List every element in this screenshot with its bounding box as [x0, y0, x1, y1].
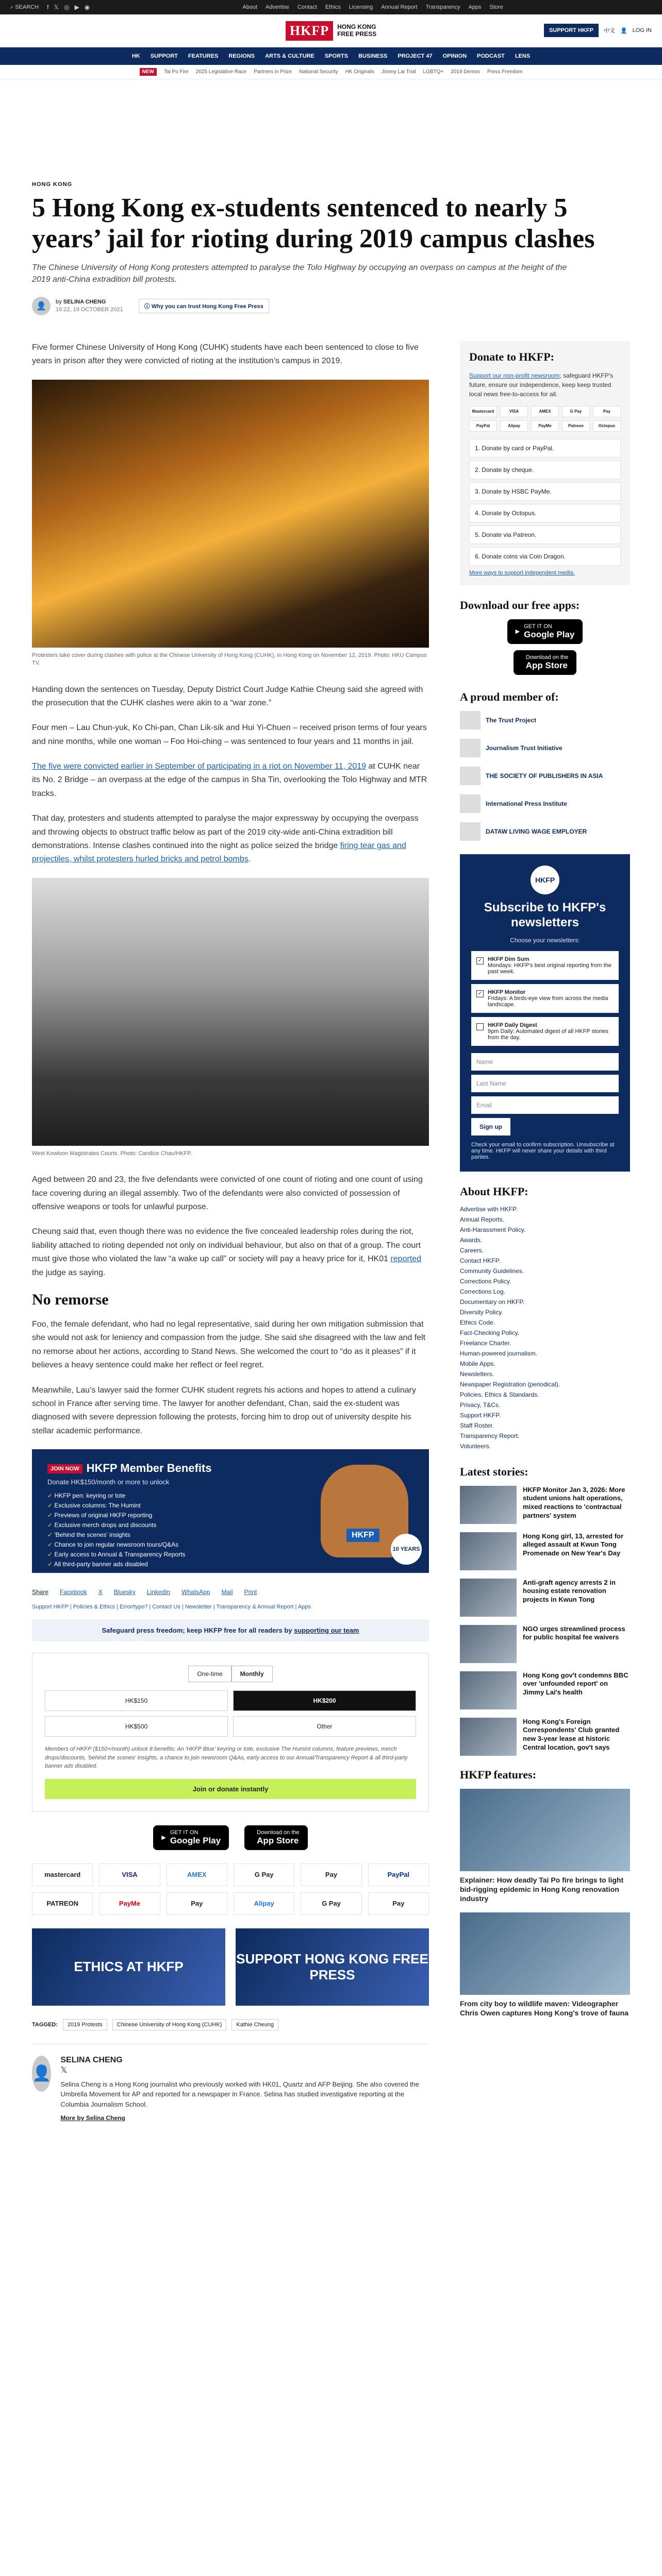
sidebar-app-buttons [460, 619, 630, 675]
paragraph-text: at CUHK near its No. 2 Bridge – an overpass at the edge of the campus in Sha Tin, overlooking the Tolo Highway and MTR tracks. [32, 762, 427, 798]
donate-option[interactable]: 4. Donate by Octopus. [469, 504, 621, 522]
support-team-link[interactable]: supporting our team [294, 1626, 359, 1635]
trending-bar [0, 65, 662, 79]
email-field[interactable]: Email [471, 1096, 619, 1114]
feature-title[interactable]: Explainer: How deadly Tai Po fire brings to light bid-rigging epidemic in Hong Kong renovation industry [460, 1875, 624, 1903]
trending-item[interactable]: HK Originals [345, 69, 374, 75]
app-store-button[interactable] [244, 1825, 308, 1850]
donate-option[interactable]: 2. Donate by cheque. [469, 461, 621, 479]
pay-logo[interactable]: Pay [167, 1892, 227, 1915]
newsletter-name: HKFP Daily Digest [488, 1022, 537, 1028]
facebook-icon[interactable]: f [47, 4, 49, 11]
ethics-card[interactable]: ETHICS AT HKFP [32, 1928, 225, 2006]
about-link[interactable]: Freelance Charter. [460, 1339, 511, 1347]
about-link[interactable]: Community Guidelines. [460, 1267, 524, 1275]
nav-item-hk[interactable]: HK [131, 53, 140, 59]
newsletter-signup [460, 854, 630, 1172]
nav-item-lens[interactable]: LENS [515, 53, 531, 59]
feature-title[interactable]: From city boy to wildlife maven: Videographer Chris Owen captures Hong Kong's trove of fauna [460, 1999, 628, 2018]
newsletter-fineprint: Check your email to confirm subscription. Unsubscribe at any time. HKFP will never share your details with third parties. [471, 1141, 615, 1160]
publish-date: 16:22, 19 OCTOBER 2021 [56, 307, 123, 313]
topbar-link-2[interactable]: Contact [297, 4, 317, 10]
story-title: Hong Kong gov't condemns BBC over 'unfounded report' on Jimmy Lai's health [523, 1671, 628, 1697]
main-nav [0, 47, 662, 65]
nav-item-business[interactable]: BUSINESS [358, 53, 388, 59]
donate-option[interactable]: 5. Donate via Patreon. [469, 526, 621, 544]
trending-item[interactable]: Tai Po Fire [163, 69, 189, 75]
logo-mark: HKFP [286, 21, 333, 41]
member-org-list [460, 711, 630, 841]
pay-logo[interactable]: Patreon [562, 420, 590, 432]
benefit-item: ✓ Early access to Annual & Transparency Reports [47, 1551, 413, 1558]
play-icon: ▶ [515, 629, 520, 635]
instagram-icon[interactable]: ◎ [64, 4, 70, 11]
paragraph: Five former Chinese University of Hong Kong (CUHK) students have each been sentenced to close to five years in prison after they were convicted of rioting at the institution’s campus in 2019. [32, 343, 419, 366]
hkfp-logo[interactable] [286, 21, 376, 41]
donation-fine-print: Members of HKFP ($150+/month) unlock 8 benefits: An 'HKFP Blue' keyring or tote, exclusive The Humint columns, feature previews, merch drops/discounts, 'behind the scenes' insights, a chance to join newsroom Q&As, early access to our Annual/Transparency Report & all third-party banner ads disabled. [45, 1746, 408, 1770]
nav-item-regions[interactable]: REGIONS [228, 53, 255, 59]
newsletter-desc: 9pm Daily: Automated digest of all HKFP stories from the day. [488, 1028, 608, 1041]
apple-pay-logo[interactable]: Pay [368, 1892, 429, 1915]
donate-panel [460, 341, 630, 585]
author-box [32, 2044, 429, 2123]
share-linkedin[interactable]: LinkedIn [146, 1588, 171, 1596]
search-label: SEARCH [15, 4, 39, 10]
about-link[interactable]: Fact-Checking Policy. [460, 1329, 520, 1336]
search-link[interactable]: ⌕ SEARCH [10, 4, 39, 10]
content-columns [32, 341, 630, 2123]
gp-small: GET IT ON [524, 623, 552, 630]
about-link[interactable]: Ethics Code. [460, 1318, 495, 1326]
photo-caption: Protesters take cover during clashes with police at the Chinese University of Hong Kong (CUHK), in Hong Kong on November 12, 2019. Photo: HKU Campus TV. [32, 652, 427, 667]
topbar-link-6[interactable]: Transparency [425, 4, 460, 10]
trending-item[interactable]: National Security [299, 69, 338, 75]
newsletter-desc: Mondays: HKFP's best original reporting from the past week. [488, 962, 611, 975]
court-photo [32, 878, 429, 1146]
story-thumbnail [460, 1579, 517, 1617]
latest-story[interactable] [460, 1718, 630, 1756]
nav-item-features[interactable]: FEATURES [188, 53, 219, 59]
newsletter-name: HKFP Dim Sum [488, 956, 529, 962]
amount-150[interactable]: HK$150 [45, 1690, 228, 1711]
tag[interactable]: Chinese University of Hong Kong (CUHK) [112, 2019, 227, 2030]
donate-option[interactable]: 6. Donate coins via Coin Dragon. [469, 547, 621, 566]
latest-story[interactable] [460, 1486, 630, 1524]
sidebar [460, 341, 630, 2123]
donate-text [469, 371, 621, 399]
about-link[interactable]: Support HKFP. [460, 1411, 501, 1419]
latest-stories [460, 1465, 630, 1756]
amount-500[interactable]: HK$500 [45, 1716, 228, 1737]
apple-pay-logo[interactable]: Pay [301, 1863, 361, 1886]
gp-small: GET IT ON [170, 1829, 198, 1836]
promo-cards [32, 1928, 429, 2006]
press-freedom-promo [32, 1619, 429, 1641]
conviction-link[interactable]: The five were convicted earlier in September of participating in a riot on November 11, 2019 [32, 762, 367, 771]
user-icon[interactable]: 👤 [620, 27, 627, 34]
share-label: Share [32, 1588, 49, 1596]
paragraph: Foo, the female defendant, who had no legal representative, said during her own mitigation submission that she would not ask for leniency and compassion from the judge. She said she disagreed with the law and felt no remorse about her actions, according to Stand News. She welcomed the court to “do as it pleases” if it believes a heavy sentence could make her reflect or feel regret. [32, 1319, 426, 1370]
member-org[interactable]: Journalism Trust Initiative [460, 739, 630, 757]
top-utility-bar [0, 0, 662, 14]
paragraph [32, 812, 429, 867]
promo-text: Safeguard press freedom; keep HKFP free for all readers by [102, 1626, 294, 1635]
about-link[interactable]: Annual Reports. [460, 1215, 505, 1223]
sidebar-payment-logos [469, 406, 621, 432]
share-print[interactable]: Print [244, 1588, 257, 1596]
about-link[interactable]: Advertise with HKFP. [460, 1205, 518, 1213]
member-org[interactable]: International Press Institute [460, 794, 630, 813]
language-link[interactable]: 中文 [604, 28, 615, 34]
app-store-buttons [32, 1825, 429, 1850]
patreon-logo[interactable]: PATREON [32, 1892, 93, 1915]
latest-story[interactable] [460, 1532, 630, 1570]
more-by-author-link[interactable]: More by Selina Cheng [60, 2114, 125, 2122]
ten-years-badge: 10 YEARS [391, 1534, 422, 1565]
topbar-link-5[interactable]: Annual Report [381, 4, 418, 10]
author-x-icon[interactable]: 𝕏 [60, 2065, 68, 2075]
gp-label: Google Play [170, 1835, 221, 1845]
proud-member-heading: A proud member of: [460, 690, 559, 703]
nav-item-support[interactable]: SUPPORT [150, 53, 178, 59]
mastercard-logo[interactable]: mastercard [32, 1863, 93, 1886]
about-list [460, 1206, 630, 1450]
latest-story[interactable] [460, 1671, 630, 1709]
paragraph: Meanwhile, Lau’s lawyer said the former CUHK student regrets his actions and hopes to attend a culinary school in France after serving time. The lawyer for another defendant, Chan, said the ex-student was diagnosed with severe depression following the protests, forcing him to drop out of university despite his stellar academic performance. [32, 1385, 416, 1435]
topbar-link-3[interactable]: Ethics [325, 4, 341, 10]
paragraph: Four men – Lau Chun-yuk, Ko Chi-pan, Chan Lik-sik and Hui Yi-Chuen – received prison terms of four years and nine months, while one woman – Foo Hoi-ching – was sentenced to four years and 11 months in jail. [32, 723, 427, 746]
story-title: Anti-graft agency arrests 2 in housing estate renovation projects in Kwun Tong [523, 1578, 616, 1604]
about-link[interactable]: Privacy, T&Cs. [460, 1401, 501, 1409]
story-thumbnail [460, 1671, 517, 1709]
benefit-item: ✓ HKFP pen: keyring or tote [47, 1492, 413, 1499]
benefit-item: ✓ Exclusive merch drops and discounts [47, 1521, 413, 1529]
payme-logo[interactable]: PayMe [99, 1892, 160, 1915]
as-label: App Store [257, 1835, 299, 1845]
trending-item[interactable]: LGBTQ+ [423, 69, 444, 75]
logo-line-1: HONG KONG [337, 23, 376, 31]
nonprofit-link[interactable]: Support our non-profit newsroom [469, 371, 560, 379]
article-body [32, 341, 429, 2123]
pay-logo[interactable]: G Pay [562, 406, 590, 417]
as-label: App Store [525, 660, 568, 670]
share-facebook[interactable]: Facebook [60, 1588, 87, 1596]
newsletter-option[interactable] [471, 984, 619, 1013]
youtube-icon[interactable]: ▶ [74, 4, 79, 11]
topbar-link-4[interactable]: Licensing [349, 4, 373, 10]
trending-item[interactable]: Jimmy Lai Trial [381, 69, 416, 75]
category-kicker[interactable]: HONG KONG [32, 181, 73, 188]
checkbox-checked-icon[interactable]: ✓ [476, 957, 484, 964]
about-link[interactable]: Volunteers. [460, 1442, 491, 1450]
article-title: 5 Hong Kong ex-students sentenced to nearly 5 years’ jail for rioting during 2019 campus clashes [32, 193, 595, 253]
article-wrapper [32, 181, 630, 2123]
nav-item-podcast[interactable]: PODCAST [477, 53, 505, 59]
visa-logo[interactable]: VISA [99, 1863, 160, 1886]
pay-logo[interactable]: Mastercard [469, 406, 497, 417]
logo-line-2: FREE PRESS [337, 30, 377, 38]
feature-image[interactable] [460, 1912, 630, 1995]
nav-item-arts[interactable]: ARTS & CULTURE [265, 53, 315, 59]
tag[interactable]: Kathie Cheung [231, 2019, 278, 2030]
newsletter-option[interactable] [471, 1017, 619, 1046]
story-thumbnail [460, 1718, 517, 1756]
amount-other[interactable]: Other [233, 1716, 416, 1737]
share-whatsapp[interactable]: WhatsApp [181, 1588, 210, 1596]
google-play-button[interactable] [507, 619, 583, 644]
story-thumbnail [460, 1486, 517, 1524]
trust-button[interactable]: ⓘ Why you can trust Hong Kong Free Press [139, 299, 269, 313]
pay-logo[interactable]: PayPal [469, 420, 497, 432]
donate-option[interactable]: 1. Donate by card or PayPal. [469, 439, 621, 457]
amount-options [45, 1690, 416, 1737]
story-thumbnail [460, 1625, 517, 1663]
member-org[interactable]: THE SOCIETY OF PUBLISHERS IN ASIA [460, 767, 630, 785]
about-link[interactable]: Policies, Ethics & Standards. [460, 1391, 539, 1398]
play-icon: ▶ [161, 1835, 166, 1841]
tag[interactable]: 2019 Protests [63, 2019, 107, 2030]
checkbox-checked-icon[interactable]: ✓ [476, 990, 484, 997]
benefit-item: ✓ 'Behind the scenes' insights [47, 1531, 413, 1538]
newsletter-name: HKFP Monitor [488, 989, 526, 995]
payment-methods [32, 1863, 429, 1915]
paragraph-text: That day, protesters and students attempted to paralyse the major expressway by occupying the overpass and throwing objects to obstruct traffic below as part of the 2019 city-wide anti-China extradition bill demonstrations. Intense clashes continued into the night as police seized the bridge [32, 814, 419, 851]
about-link[interactable]: Diversity Policy. [460, 1308, 503, 1316]
paragraph-text: the judge as saying. [32, 1268, 106, 1277]
share-bar [32, 1588, 429, 1596]
paragraph [32, 1225, 429, 1280]
first-name-field[interactable]: Name [471, 1053, 619, 1071]
share-x[interactable]: X [98, 1588, 103, 1596]
newsletter-desc: Fridays: A birds-eye view from across the media landscape. [488, 995, 608, 1008]
pay-logo[interactable]: Alipay [500, 420, 528, 432]
hkfp-features [460, 1768, 630, 2018]
story-thumbnail [460, 1532, 517, 1570]
nav-item-opinion[interactable]: OPINION [442, 53, 467, 59]
author-link[interactable]: SELINA CHENG [63, 299, 106, 306]
join-now-badge: JOIN NOW [47, 1464, 82, 1473]
byline-by: by [56, 299, 62, 306]
newsletter-option[interactable] [471, 951, 619, 980]
rss-icon[interactable]: ◉ [84, 4, 90, 11]
topbar-link-0[interactable]: About [242, 4, 258, 10]
donate-heading: Donate to HKFP: [469, 350, 554, 363]
ad-placeholder [0, 79, 662, 172]
tagged-label: TAGGED: [32, 2021, 58, 2028]
join-donate-button[interactable]: Join or donate instantly [45, 1779, 416, 1799]
last-name-field[interactable]: Last Name [471, 1075, 619, 1092]
new-badge: NEW [140, 68, 157, 76]
google-pay-logo[interactable]: G Pay [301, 1892, 361, 1915]
clashes-link[interactable]: firing tear gas and projectiles, whilst protesters hurled bricks and petrol bombs [32, 841, 406, 864]
newsletter-heading: Subscribe to HKFP's newsletters [484, 900, 606, 929]
latest-story[interactable] [460, 1579, 630, 1617]
pay-logo[interactable]: PayMe [531, 420, 559, 432]
masthead-actions [544, 24, 652, 37]
topbar-link-8[interactable]: Store [489, 4, 503, 10]
donate-option[interactable]: 3. Donate by HSBC PayMe. [469, 482, 621, 501]
trending-item[interactable]: Press Freedom [487, 69, 523, 75]
newsletter-badge: HKFP [531, 866, 559, 894]
trending-item[interactable]: 2019 Demos [451, 69, 480, 75]
donation-widget [32, 1653, 429, 1812]
photo-caption: West Kowloon Magistrates Courts. Photo: Candice Chau/HKFP. [32, 1150, 192, 1157]
newsletter-lead: Choose your newsletters: [510, 936, 580, 944]
paragraph: Handing down the sentences on Tuesday, Deputy District Court Judge Kathie Cheung said she agreed with the prosecution that the CUHK clashes were akin to a “war zone.” [32, 685, 423, 707]
more-ways-link[interactable]: More ways to support independent media. [469, 569, 575, 576]
features-heading: HKFP features: [460, 1768, 537, 1781]
sign-up-button[interactable]: Sign up [471, 1118, 510, 1136]
paragraph-text: . [248, 855, 251, 864]
bear-shirt-label: HKFP [346, 1529, 379, 1542]
author-bio: Selina Cheng is a Hong Kong journalist who previously worked with HK01, Quartz and AFP Beijing. She also covered the Umbrella Movement for AP and reported for a newspaper in France. Selina has studied investigative reporting at the Columbia Journalism School. [60, 2080, 420, 2108]
about-link[interactable]: Corrections Log. [460, 1287, 506, 1295]
x-icon[interactable]: 𝕏 [54, 4, 59, 11]
about-link[interactable]: Newspaper Registration (periodical). [460, 1380, 560, 1388]
trust-label: Why you can trust Hong Kong Free Press [151, 303, 263, 310]
about-link[interactable]: Human-powered journalism. [460, 1349, 538, 1357]
google-play-button[interactable] [153, 1825, 229, 1850]
benefits-sub: Donate HK$150/month or more to unlock [47, 1478, 170, 1486]
share-mail[interactable]: Mail [221, 1588, 233, 1596]
about-link[interactable]: Awards. [460, 1236, 483, 1244]
google-pay-logo[interactable]: G Pay [234, 1863, 294, 1886]
checkbox-icon[interactable] [476, 1023, 484, 1030]
logo-wordmark [337, 24, 376, 37]
about-link[interactable]: Documentary on HKFP. [460, 1298, 525, 1306]
amount-200[interactable]: HK$200 [233, 1690, 416, 1711]
paragraph [32, 760, 429, 801]
tag-list [32, 2019, 429, 2030]
as-small: Download on the [525, 654, 569, 660]
trending-item[interactable]: Partners in Prize [254, 69, 292, 75]
social-icons [47, 4, 90, 11]
pay-logo[interactable]: Octopus [593, 420, 621, 432]
monthly-tab[interactable]: Monthly [231, 1666, 273, 1682]
protest-photo [32, 380, 429, 648]
pay-logo[interactable]: Pay [593, 406, 621, 417]
pay-logo[interactable]: AMEX [531, 406, 559, 417]
latest-story[interactable] [460, 1625, 630, 1663]
about-link[interactable]: Newsletters. [460, 1370, 494, 1378]
about-link[interactable]: Contact HKFP. [460, 1257, 501, 1264]
section-heading: No remorse [32, 1291, 109, 1308]
story-title: Hong Kong girl, 13, arrested for alleged assault at Kwun Tong Promenade on New Year's Day [523, 1532, 624, 1557]
footer-links[interactable]: Support HKFP | Policies & Ethics | Error/typo? | Contact Us | Newsletter | Transparency & Annual Report | Apps [32, 1604, 311, 1611]
topbar-link-7[interactable]: Apps [468, 4, 482, 10]
gp-label: Google Play [524, 629, 575, 639]
author-avatar[interactable]: 👤 [32, 297, 51, 315]
benefit-item: ✓ Previews of original HKFP reporting [47, 1512, 413, 1519]
nav-item-sports[interactable]: SPORTS [324, 53, 349, 59]
frequency-toggle [45, 1666, 416, 1682]
article-standfirst: The Chinese University of Hong Kong protesters attempted to paralyse the Tolo Highway by occupying an overpass on campus at the height of the 2019 anti-China extradition bill protests. [32, 263, 567, 284]
paragraph-text: Cheung said that, even though there was no evidence the five concealed leadership roles during the riot, liability attached to rioting depended not only on individual behaviour, but also on that of a group. The court must give those who violated the law “a wake up call” or society will pay a heavy price for it, HK01 [32, 1227, 421, 1264]
story-title: NGO urges streamlined process for public hospital fee waivers [523, 1624, 625, 1641]
story-title: Hong Kong's Foreign Correspondents' Club granted new 3-year lease at historic Central location, gov't says [523, 1717, 620, 1752]
benefits-title: HKFP Member Benefits [86, 1462, 212, 1475]
login-link[interactable]: LOG IN [632, 27, 652, 33]
masthead [0, 14, 662, 47]
about-link[interactable]: Staff Roster. [460, 1421, 494, 1429]
author-photo: 👤 [32, 2056, 51, 2092]
member-benefits-banner[interactable] [32, 1449, 429, 1573]
support-hkfp-button[interactable]: SUPPORT HKFP [544, 24, 599, 37]
share-bluesky[interactable]: Bluesky [113, 1588, 136, 1596]
author-name[interactable]: SELINA CHENG [60, 2055, 123, 2064]
about-link[interactable]: Anti-Harassment Policy. [460, 1226, 526, 1233]
as-small: Download on the [257, 1829, 300, 1836]
one-time-tab[interactable]: One-time [188, 1666, 231, 1682]
support-card[interactable]: SUPPORT HONG KONG FREE PRESS [236, 1928, 429, 2006]
benefit-item: ✓ All third-party banner ads disabled [47, 1561, 413, 1568]
app-store-button[interactable] [514, 650, 577, 675]
about-link[interactable]: Careers. [460, 1246, 484, 1254]
about-link[interactable]: Corrections Policy. [460, 1277, 511, 1285]
donate-text-body: ; safeguard HKFP’s future, ensure our independence, keep keep trusted local news free-to-access for all. [469, 371, 614, 398]
about-heading: About HKFP: [460, 1184, 528, 1198]
latest-heading: Latest stories: [460, 1465, 528, 1478]
nav-item-project47[interactable]: PROJECT 47 [398, 53, 433, 59]
benefit-item: ✓ Chance to join regular newsroom tours/Q&As [47, 1541, 413, 1548]
topbar-link-1[interactable]: Advertise [266, 4, 289, 10]
member-org[interactable]: The Trust Project [460, 711, 630, 730]
apps-heading: Download our free apps: [460, 598, 580, 612]
paypal-logo[interactable]: PayPal [368, 1863, 429, 1886]
feature-image[interactable] [460, 1789, 630, 1871]
amex-logo[interactable]: AMEX [167, 1863, 227, 1886]
alipay-logo[interactable]: Alipay [234, 1892, 294, 1915]
member-org[interactable]: DATAW LIVING WAGE EMPLOYER [460, 822, 630, 841]
byline [32, 297, 630, 315]
paragraph: Aged between 20 and 23, the five defendants were convicted of one count of rioting and one count of using face covering during an illegal assembly. Two of the defendants were also convicted of possession of offensive weapons or tools for unlawful purpose. [32, 1175, 423, 1211]
trending-item[interactable]: 2025 Legislative Race [195, 69, 247, 75]
story-title: HKFP Monitor Jan 3, 2026: More student unions halt operations, mixed reactions to 'contractual partners' system [523, 1485, 625, 1520]
hk01-report-link[interactable]: reported [390, 1255, 422, 1264]
benefit-item: ✓ Exclusive columns: The Humint [47, 1502, 413, 1509]
about-link[interactable]: Transparency Report. [460, 1432, 520, 1439]
about-link[interactable]: Mobile Apps. [460, 1360, 495, 1367]
pay-logo[interactable]: VISA [500, 406, 528, 417]
byline-text [56, 299, 123, 313]
